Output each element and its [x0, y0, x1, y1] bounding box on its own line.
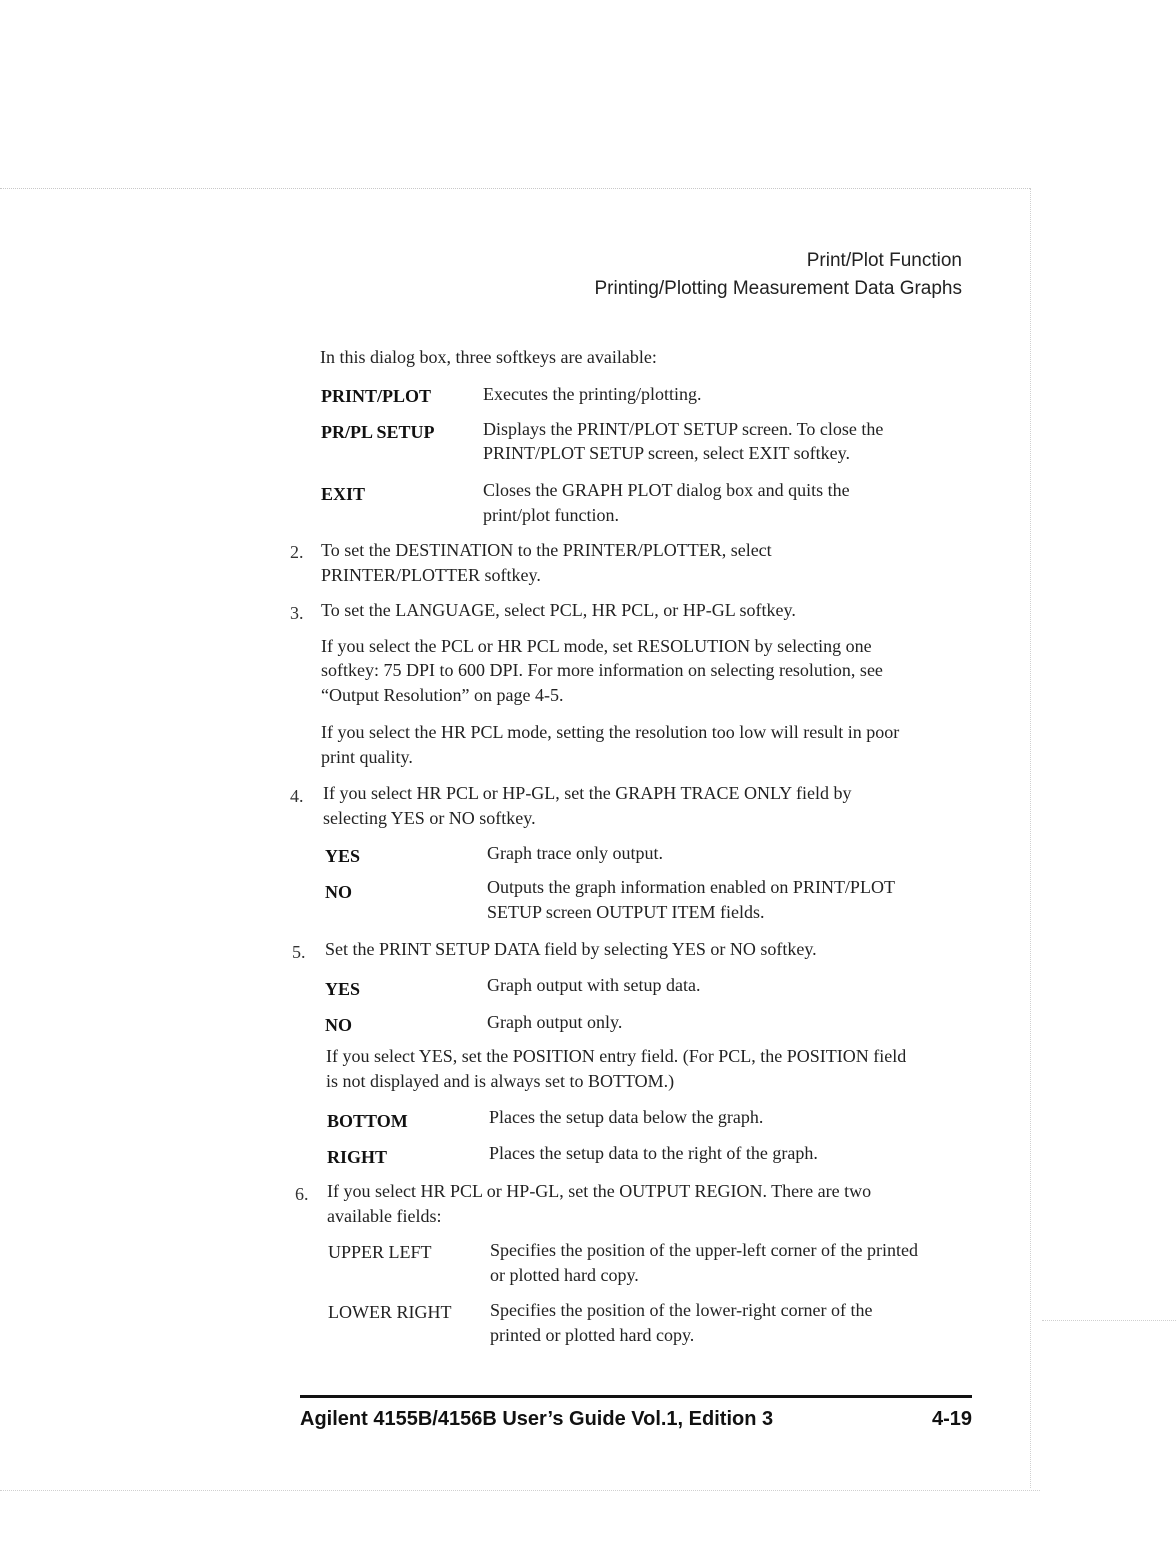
- step-paragraph: If you select the PCL or HR PCL mode, set RESOLUTION by selecting one: [321, 636, 872, 656]
- position-description: Places the setup data below the graph.: [489, 1107, 764, 1127]
- page-number: 4-19: [931, 1408, 972, 1430]
- softkey-description: PRINT/PLOT SETUP screen, select EXIT softkey.: [483, 443, 850, 463]
- option-description: Graph output only.: [487, 1012, 623, 1032]
- field-description: printed or plotted hard copy.: [490, 1325, 695, 1345]
- step-paragraph: If you select YES, set the POSITION entry field. (For PCL, the POSITION field: [326, 1046, 907, 1066]
- step-text: To set the DESTINATION to the PRINTER/PLOTTER, select: [321, 540, 772, 560]
- field-description: Specifies the position of the lower-right corner of the: [490, 1300, 873, 1320]
- softkey-description: Closes the GRAPH PLOT dialog box and quits the: [483, 480, 850, 500]
- field-term: LOWER RIGHT: [328, 1302, 452, 1322]
- field-term: UPPER LEFT: [328, 1242, 432, 1262]
- option-term: NO: [325, 882, 352, 902]
- scan-edge-top: [0, 188, 1030, 189]
- footer-rule: [300, 1395, 972, 1398]
- field-description: or plotted hard copy.: [490, 1265, 639, 1285]
- option-description: Graph trace only output.: [487, 843, 663, 863]
- step-paragraph: is not displayed and is always set to BOTTOM.): [326, 1071, 675, 1091]
- step-text: selecting YES or NO softkey.: [323, 808, 536, 828]
- softkey-description: Displays the PRINT/PLOT SETUP screen. To close the: [483, 419, 884, 439]
- step-number: 5.: [292, 942, 306, 962]
- footer-title: Agilent 4155B/4156B User’s Guide Vol.1, Edition 3: [300, 1408, 774, 1430]
- field-description: Specifies the position of the upper-left corner of the printed: [490, 1240, 919, 1260]
- option-term: YES: [325, 979, 361, 999]
- step-number: 6.: [295, 1184, 309, 1204]
- scan-edge-bottom: [0, 1490, 1040, 1491]
- step-text: available fields:: [327, 1206, 442, 1226]
- position-term: RIGHT: [327, 1147, 388, 1167]
- softkey-term: PRINT/PLOT: [321, 386, 432, 406]
- running-header-subsection: Printing/Plotting Measurement Data Graphs: [594, 278, 962, 299]
- step-text: To set the LANGUAGE, select PCL, HR PCL, or HP-GL softkey.: [321, 600, 796, 620]
- step-number: 4.: [290, 786, 304, 806]
- step-paragraph: If you select the HR PCL mode, setting the resolution too low will result in poor: [321, 722, 900, 742]
- step-paragraph: print quality.: [321, 747, 413, 767]
- position-description: Places the setup data to the right of the graph.: [489, 1143, 818, 1163]
- scan-edge-mid: [1042, 1320, 1176, 1321]
- step-text: If you select HR PCL or HP-GL, set the GRAPH TRACE ONLY field by: [323, 783, 852, 803]
- position-term: BOTTOM: [327, 1111, 408, 1131]
- step-text: If you select HR PCL or HP-GL, set the OUTPUT REGION. There are two: [327, 1181, 872, 1201]
- step-text: PRINTER/PLOTTER softkey.: [321, 565, 541, 585]
- option-description: SETUP screen OUTPUT ITEM fields.: [487, 902, 765, 922]
- softkey-description: Executes the printing/plotting.: [483, 384, 702, 404]
- option-description: Outputs the graph information enabled on PRINT/PLOT: [487, 877, 895, 897]
- scan-edge-right: [1030, 188, 1031, 1488]
- option-description: Graph output with setup data.: [487, 975, 701, 995]
- step-text: Set the PRINT SETUP DATA field by selecting YES or NO softkey.: [325, 939, 817, 959]
- step-number: 3.: [290, 603, 304, 623]
- intro-text: In this dialog box, three softkeys are available:: [320, 347, 657, 367]
- step-paragraph: softkey: 75 DPI to 600 DPI. For more information on selecting resolution, see: [321, 660, 883, 680]
- softkey-term: EXIT: [321, 484, 366, 504]
- option-term: NO: [325, 1015, 352, 1035]
- running-header-section: Print/Plot Function: [806, 250, 962, 271]
- softkey-description: print/plot function.: [483, 505, 619, 525]
- softkey-term: PR/PL SETUP: [321, 422, 435, 442]
- step-paragraph: “Output Resolution” on page 4-5.: [321, 685, 564, 705]
- option-term: YES: [325, 846, 361, 866]
- step-number: 2.: [290, 542, 304, 562]
